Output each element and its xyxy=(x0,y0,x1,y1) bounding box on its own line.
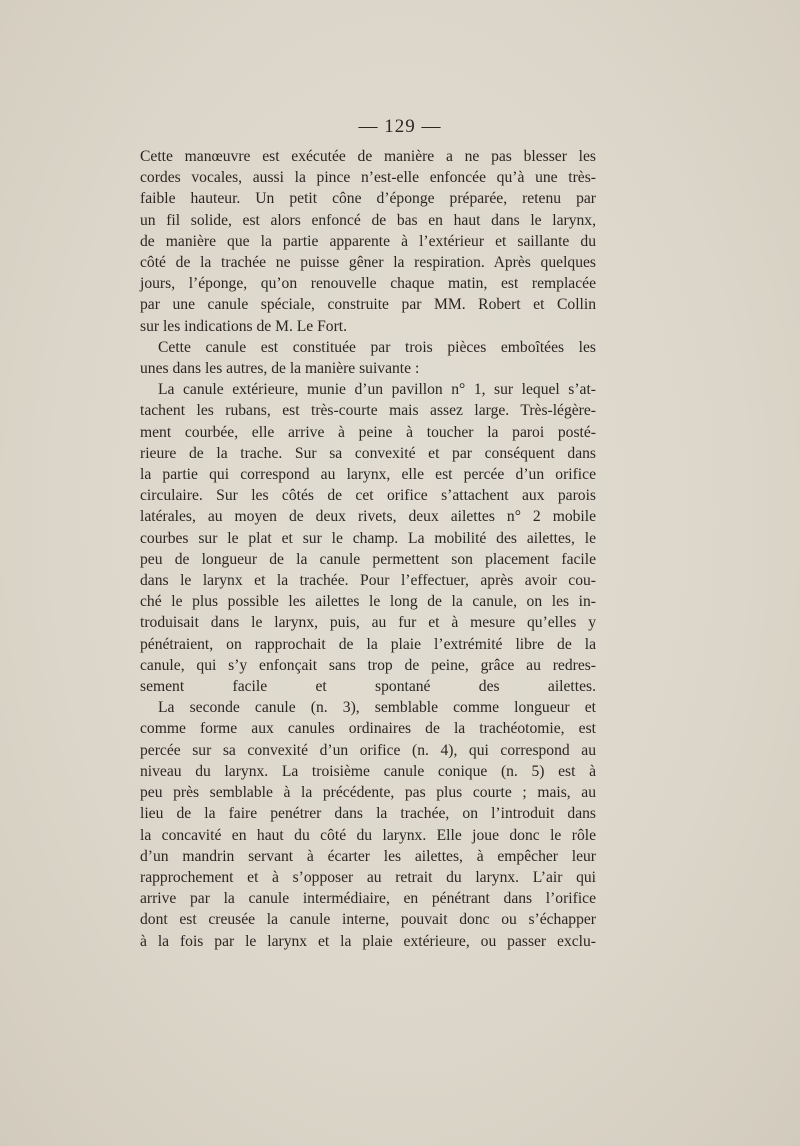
text-line: jours, l’éponge, qu’on renouvelle chaque matin, est remplacée xyxy=(140,275,596,293)
text-line: troduisait dans le larynx, puis, au fur et à mesure qu’elles y xyxy=(140,614,596,632)
text-line: sement facile et spontané des ailettes. xyxy=(140,678,596,696)
text-line: la partie qui correspond au larynx, elle est percée d’un orifice xyxy=(140,466,596,484)
text-line: latérales, au moyen de deux rivets, deux ailettes n° 2 mobile xyxy=(140,508,596,526)
text-line: un fil solide, est alors enfoncé de bas en haut dans le larynx, xyxy=(140,211,596,229)
text-line: rieure de la trache. Sur sa convexité et par conséquent dans xyxy=(140,444,596,462)
paragraph xyxy=(140,337,596,379)
text-line: circulaire. Sur les côtés de cet orifice s’attachent aux parois xyxy=(140,487,596,505)
text-line: percée sur sa convexité d’un orifice (n. 4), qui correspond au xyxy=(140,741,596,759)
text-line: rapprochement et à s’opposer au retrait du larynx. L’air qui xyxy=(140,868,596,886)
text-line: courbes sur le plat et sur le champ. La mobilité des ailettes, le xyxy=(140,529,596,547)
text-line: à la fois par le larynx et la plaie extérieure, ou passer exclu- xyxy=(140,932,596,950)
page-number: — 129 — xyxy=(358,116,442,137)
text-line: comme forme aux canules ordinaires de la trachéotomie, est xyxy=(140,720,596,738)
text-line: arrive par la canule intermédiaire, en pénétrant dans l’orifice xyxy=(140,890,596,908)
text-line: dans le larynx et la trachée. Pour l’effectuer, après avoir cou- xyxy=(140,572,596,590)
text-line: cordes vocales, aussi la pince n’est-elle enfoncée qu’à une très- xyxy=(140,169,596,187)
text-line: canule, qui s’y enfonçait sans trop de peine, grâce au redres- xyxy=(140,656,596,674)
text-line: par une canule spéciale, construite par MM. Robert et Collin xyxy=(140,296,596,314)
text-line: unes dans les autres, de la manière suivante : xyxy=(140,360,420,378)
text-line: la concavité en haut du côté du larynx. Elle joue donc le rôle xyxy=(140,826,596,844)
text-line: faible hauteur. Un petit cône d’éponge préparée, retenu par xyxy=(140,190,596,208)
text-line: peu de longueur de la canule permettent son placement facile xyxy=(140,550,596,568)
text-line: dont est creusée la canule interne, pouvait donc ou s’échapper xyxy=(140,911,596,929)
text-line: sur les indications de M. Le Fort. xyxy=(140,317,348,335)
text-line: Cette manœuvre est exécutée de manière a ne pas blesser les xyxy=(140,148,596,165)
text-line: pénétraient, on rapprochait de la plaie l’extrémité libre de la xyxy=(140,635,596,653)
text-line: côté de la trachée ne puisse gêner la respiration. Après quelques xyxy=(140,254,596,272)
text-line: lieu de la faire penétrer dans la trachée, on l’introduit dans xyxy=(140,805,596,823)
text-line: ment courbée, elle arrive à peine à toucher la paroi posté- xyxy=(140,423,596,441)
body-text xyxy=(140,146,596,952)
paragraph xyxy=(140,146,596,337)
text-line: ché le plus possible les ailettes le long de la canule, on les in- xyxy=(140,593,596,611)
text-line: tachent les rubans, est très-courte mais assez large. Très-légère- xyxy=(140,402,596,420)
text-line: La seconde canule (n. 3), semblable comme longueur et xyxy=(158,699,596,717)
paragraph xyxy=(140,379,596,697)
text-line: d’un mandrin servant à écarter les ailettes, à empêcher leur xyxy=(140,847,596,865)
text-line: peu près semblable à la précédente, pas plus courte ; mais, au xyxy=(140,784,596,802)
text-line: niveau du larynx. La troisième canule conique (n. 5) est à xyxy=(140,762,596,780)
text-line: Cette canule est constituée par trois pièces emboîtées les xyxy=(158,338,596,356)
text-line: de manière que la partie apparente à l’extérieur et saillante du xyxy=(140,232,596,250)
paragraph xyxy=(140,697,596,951)
text-line: La canule extérieure, munie d’un pavillon n° 1, sur lequel s’at- xyxy=(158,381,596,399)
